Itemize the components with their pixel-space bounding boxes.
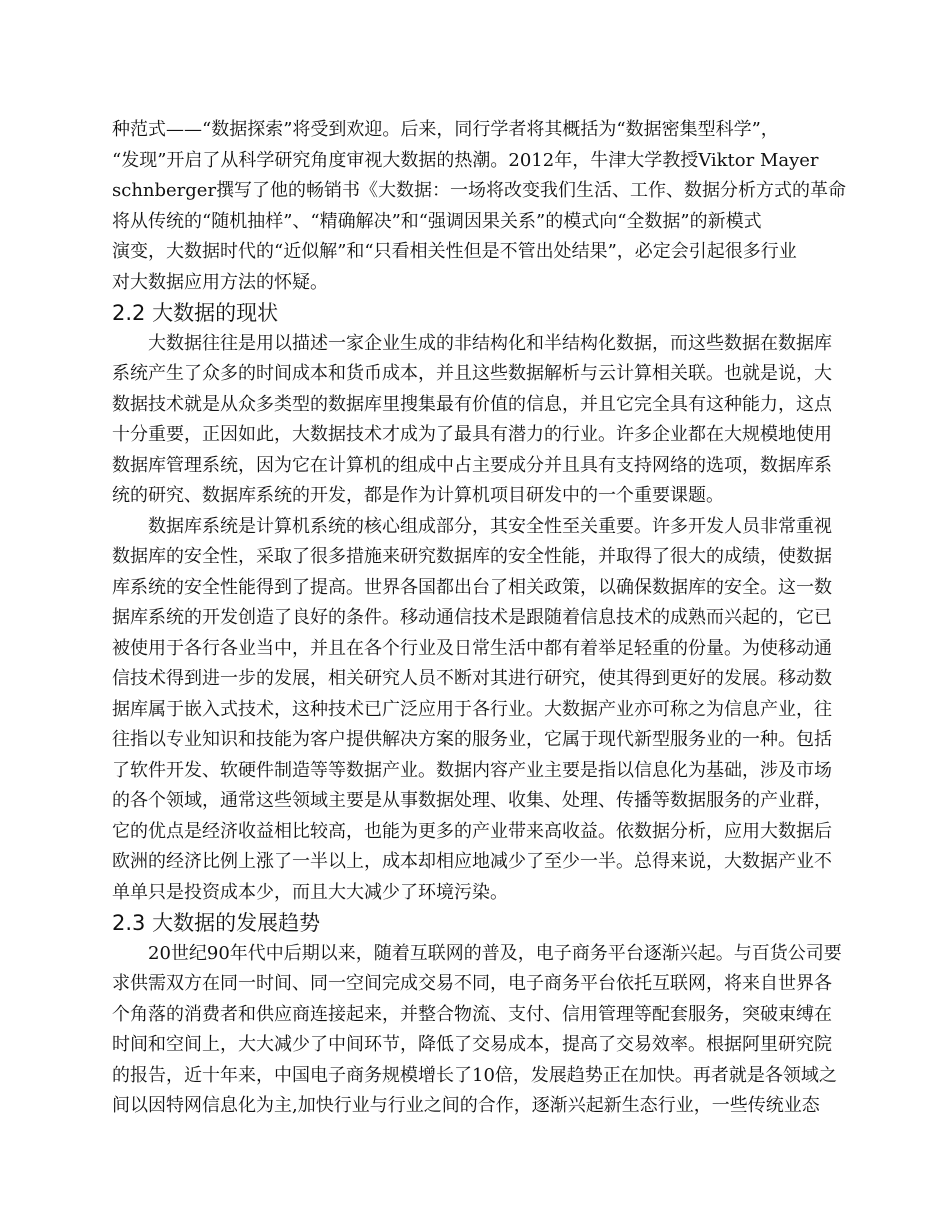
section-heading-2-2: 2.2 大数据的现状 [112,301,279,325]
text-line: 了软件开发、软硬件制造等等数据产业。数据内容产业主要是指以信息化为基础，涉及市场 [112,759,832,781]
text-line: 间以因特网信息化为主,加快行业与行业之间的合作，逐渐兴起新生态行业，一些传统业态 [112,1095,820,1116]
text-line: 库系统的安全性能得到了提高。世界各国都出台了相关政策，以确保数据库的安全。这一数 [112,576,832,598]
text-line: 的报告，近十年来，中国电子商务规模增长了10倍，发展趋势正在加快。再者就是各领域之 [112,1064,837,1086]
document-body [112,115,862,1122]
text-line: 数据库管理系统，因为它在计算机的组成中占主要成分并且具有支持网络的选项，数据库系 [112,454,832,476]
paragraph [112,329,862,512]
text-line: 对大数据应用方法的怀疑。 [112,271,328,293]
text-line: 大数据往往是用以描述一家企业生成的非结构化和半结构化数据，而这些数据在数据库 [148,332,832,354]
paragraph [112,512,862,909]
text-line: 据库系统的开发创造了良好的条件。移动通信技术是跟随着信息技术的成熟而兴起的，它已 [112,607,832,628]
text-line: 欧洲的经济比例上涨了一半以上，成本却相应地减少了至少一半。总得来说，大数据产业不 [112,851,832,872]
text-line: 演变，大数据时代的“近似解”和“只看相关性但是不管出处结果”，必定会引起很多行业 [112,241,797,262]
text-line: 个角落的消费者和供应商连接起来，并整合物流、支付、信用管理等配套服务，突破束缚在 [112,1003,832,1025]
text-line: 的各个领域，通常这些领域主要是从事数据处理、收集、处理、传播等数据服务的产业群， [112,790,832,811]
text-line: 往指以专业知识和技能为客户提供解决方案的服务业，它属于现代新型服务业的一种。包括 [112,729,832,750]
text-line: 数据技术就是从众多类型的数据库里搜集最有价值的信息，并且它完全具有这种能力，这点 [112,393,832,415]
text-line: 据库属于嵌入式技术，这种技术已广泛应用于各行业。大数据产业亦可称之为信息产业，往 [112,698,832,720]
text-line: 十分重要，正因如此，大数据技术才成为了最具有潜力的行业。许多企业都在大规模地使用 [112,424,832,445]
text-line: 被使用于各行各业当中，并且在各个行业及日常生活中都有着举足轻重的份量。为使移动通 [112,637,832,659]
text-line: 数据库系统是计算机系统的核心组成部分，其安全性至关重要。许多开发人员非常重视 [148,515,832,537]
text-line: 系统产生了众多的时间成本和货币成本，并且这些数据解析与云计算相关联。也就是说，大 [112,363,832,384]
text-line: “发现”开启了从科学研究角度审视大数据的热潮。2012年，牛津大学教授Viktor Mayer [112,149,819,171]
paragraph [112,939,862,1122]
text-line: 统的研究、数据库系统的开发，都是作为计算机项目研发中的一个重要课题。 [112,485,724,506]
text-line: schnberger撰写了他的畅销书《大数据：一场将改变我们生活、工作、数据分析方式的革命 [112,180,847,201]
text-line: 时间和空间上，大大减少了中间环节，降低了交易成本，提高了交易效率。根据阿里研究院 [112,1034,832,1055]
text-line: 它的优点是经济收益相比较高，也能为更多的产业带来高收益。依数据分析，应用大数据后 [112,820,832,842]
text-line: 种范式——“数据探索”将受到欢迎。后来，同行学者将其概括为“数据密集型科学”， [112,119,779,140]
text-line: 求供需双方在同一时间、同一空间完成交易不同，电子商务平台依托互联网，将来自世界各 [112,973,832,994]
text-line: 将从传统的“随机抽样”、“精确解决”和“强调因果关系”的模式向“全数据”的新模式 [112,210,762,232]
section-heading-2-3: 2.3 大数据的发展趋势 [112,911,321,935]
text-line: 信技术得到进一步的发展，相关研究人员不断对其进行研究，使其得到更好的发展。移动数 [112,668,832,689]
text-line: 数据库的安全性，采取了很多措施来研究数据库的安全性能，并取得了很大的成绩，使数据 [112,546,832,567]
text-line: 20世纪90年代中后期以来，随着互联网的普及，电子商务平台逐渐兴起。与百货公司要 [148,942,842,964]
intro-paragraph [112,115,862,298]
text-line: 单单只是投资成本少，而且大大减少了环境污染。 [112,881,508,903]
